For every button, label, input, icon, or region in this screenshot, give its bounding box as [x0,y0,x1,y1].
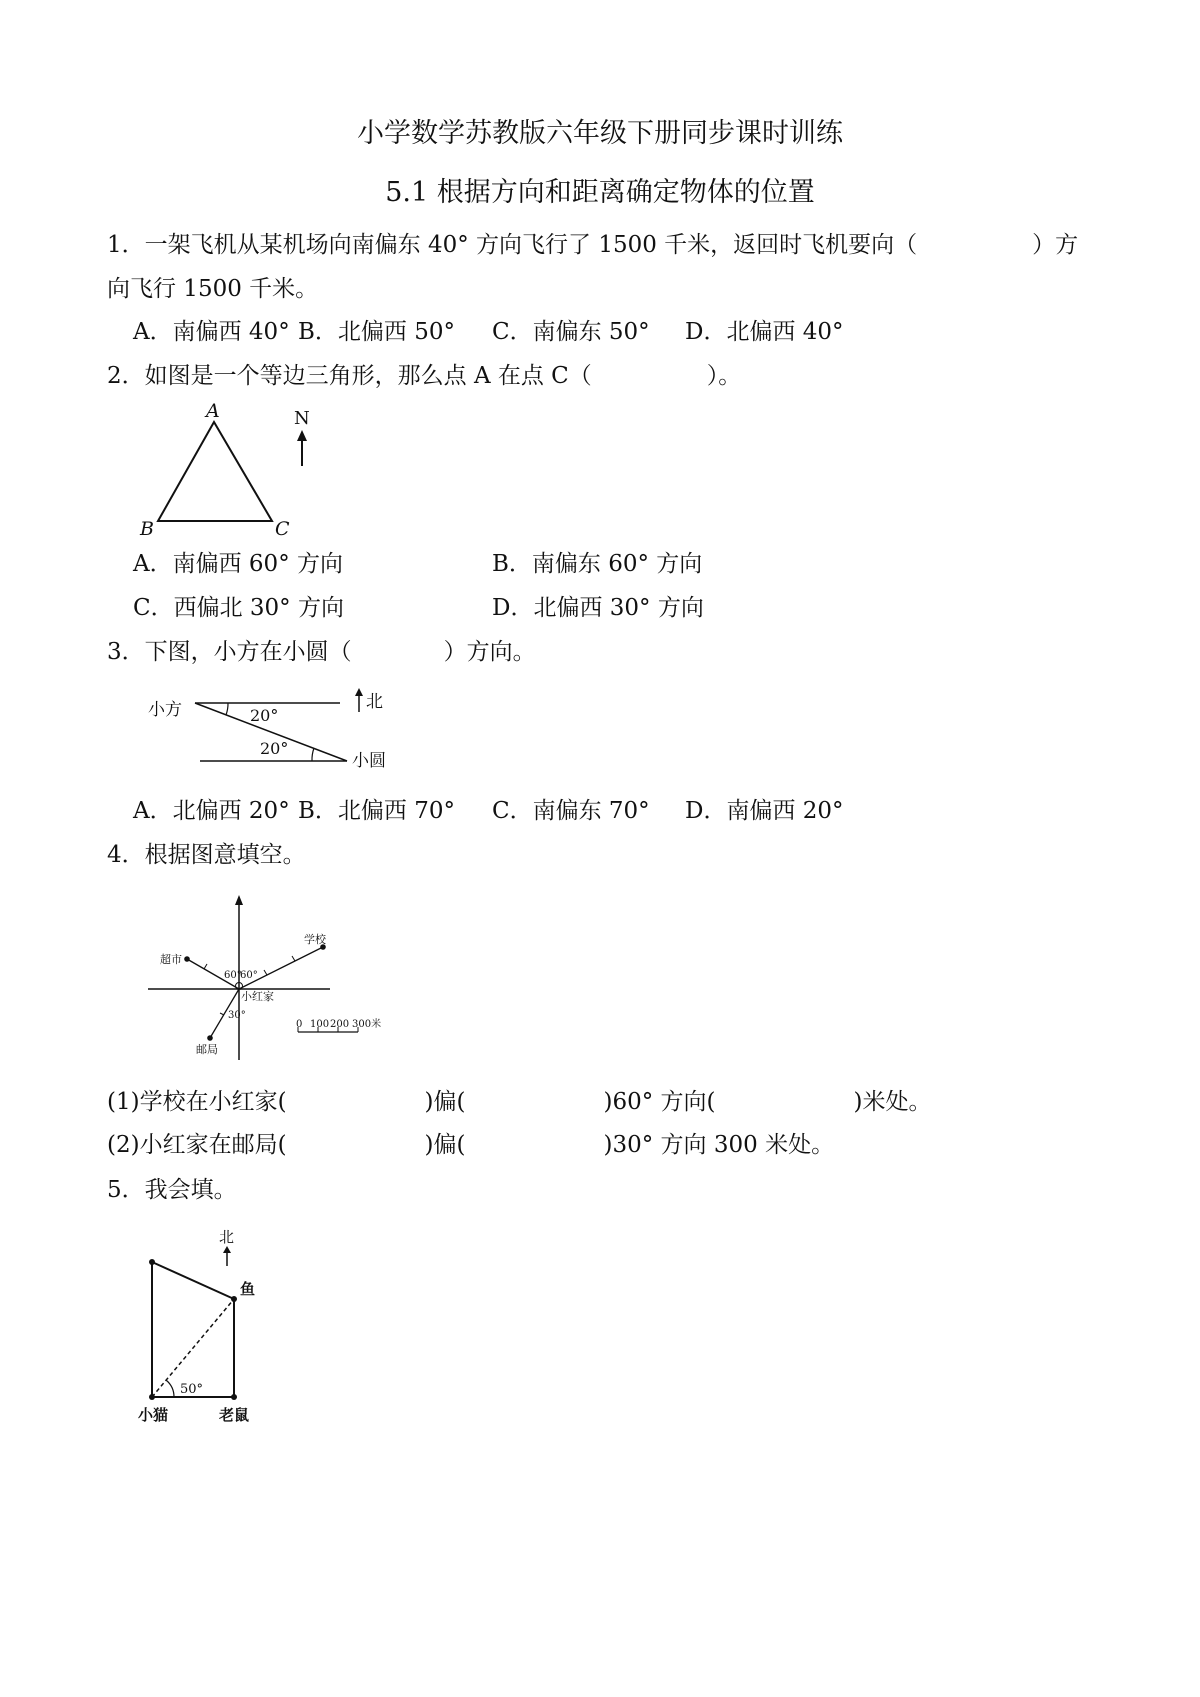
q2-label-n: N [294,408,310,429]
q4-angle-right: 60° [240,970,258,981]
q5-top-edge [152,1262,234,1299]
q3-option-a[interactable]: A．北偏西 20° [133,798,290,824]
q3-stem: 3．下图，小方在小圆（ ）方向。 [107,639,536,665]
q5-figure [130,1222,290,1432]
q4-scale-300: 300米 [352,1019,382,1030]
page-subtitle: 5.1 根据方向和距离确定物体的位置 [385,177,815,208]
q4-sub2: (2)小红家在邮局( )偏( )30° 方向 300 米处。 [107,1132,835,1158]
q5-point-fish [231,1296,237,1302]
q4-sub1: (1)学校在小红家( )偏( )60° 方向( )米处。 [107,1089,932,1115]
q3-label-north: 北 [366,692,383,712]
q2-option-b[interactable]: B．南偏东 60° 方向 [492,551,703,577]
q4-label-supermarket: 超市 [160,953,182,966]
q2-option-d[interactable]: D．北偏西 30° 方向 [492,595,704,621]
q5-label-cat: 小猫 [138,1406,169,1424]
q3-label-xiaofang: 小方 [148,700,182,720]
q5-label-fish: 鱼 [240,1280,256,1298]
q4-line-school [239,947,323,989]
post-office-point [207,1035,213,1041]
q1-stem-line1: 1．一架飞机从某机场向南偏东 40° 方向飞行了 1500 千米，返回时飞机要向（ ）方 [107,232,1079,258]
q3-direction-figure [140,682,400,782]
q3-angle-label-bottom: 20° [260,739,289,758]
q5-label-mouse: 老鼠 [219,1406,250,1424]
q3-option-c[interactable]: C．南偏东 70° [492,798,650,824]
q2-option-a[interactable]: A．南偏西 60° 方向 [133,551,343,577]
q3-angle-arc-bottom [312,748,314,761]
q2-option-c[interactable]: C．西偏北 30° 方向 [133,595,344,621]
q2-triangle-figure [130,398,330,546]
q4-scale-200: 200 [330,1019,350,1030]
equilateral-triangle [158,422,272,521]
q1-option-a[interactable]: A．南偏西 40° [133,319,290,345]
q3-north-arrowhead-icon [355,688,363,696]
q5-point-cat [149,1394,155,1400]
q4-map-figure [140,890,400,1070]
q5-point-mouse [231,1394,237,1400]
q3-option-b[interactable]: B．北偏西 70° [298,798,455,824]
q5-angle-arc [166,1380,174,1397]
q4-scale-100: 100 [310,1019,330,1030]
q2-label-b: B [140,518,154,540]
q3-angle-label-top: 20° [250,706,279,725]
supermarket-point [184,956,190,962]
q4-angle-left: 60° [224,970,242,981]
q5-point-topleft [149,1259,155,1265]
q4-angle-bottom: 30° [228,1010,246,1021]
q4-scale-0: 0 [296,1019,303,1030]
q4-axis-arrow-icon [235,895,243,905]
q3-option-d[interactable]: D．南偏西 20° [685,798,844,824]
q1-option-b[interactable]: B．北偏西 50° [298,319,455,345]
q2-stem: 2．如图是一个等边三角形，那么点 A 在点 C（ ）。 [107,363,742,389]
q5-stem: 5．我会填。 [107,1177,237,1203]
q1-option-d[interactable]: D．北偏西 40° [685,319,844,345]
q4-label-school: 学校 [304,933,326,946]
q5-north-arrowhead-icon [223,1246,231,1253]
q5-label-north: 北 [219,1228,235,1246]
north-arrowhead-icon [297,430,307,441]
q4-stem: 4．根据图意填空。 [107,842,306,868]
q1-stem-line2: 向飞行 1500 千米。 [107,276,319,302]
q3-angle-arc-top [226,703,228,715]
page-title: 小学数学苏教版六年级下册同步课时训练 [357,118,843,149]
q1-option-c[interactable]: C．南偏东 50° [492,319,650,345]
q3-label-xiaoyuan: 小圆 [352,751,386,771]
q2-label-a: A [206,400,220,422]
q4-label-home: 小红家 [241,990,274,1003]
q2-label-c: C [275,518,290,540]
q5-angle-label: 50° [180,1382,204,1397]
q4-label-post-office: 邮局 [196,1043,218,1056]
